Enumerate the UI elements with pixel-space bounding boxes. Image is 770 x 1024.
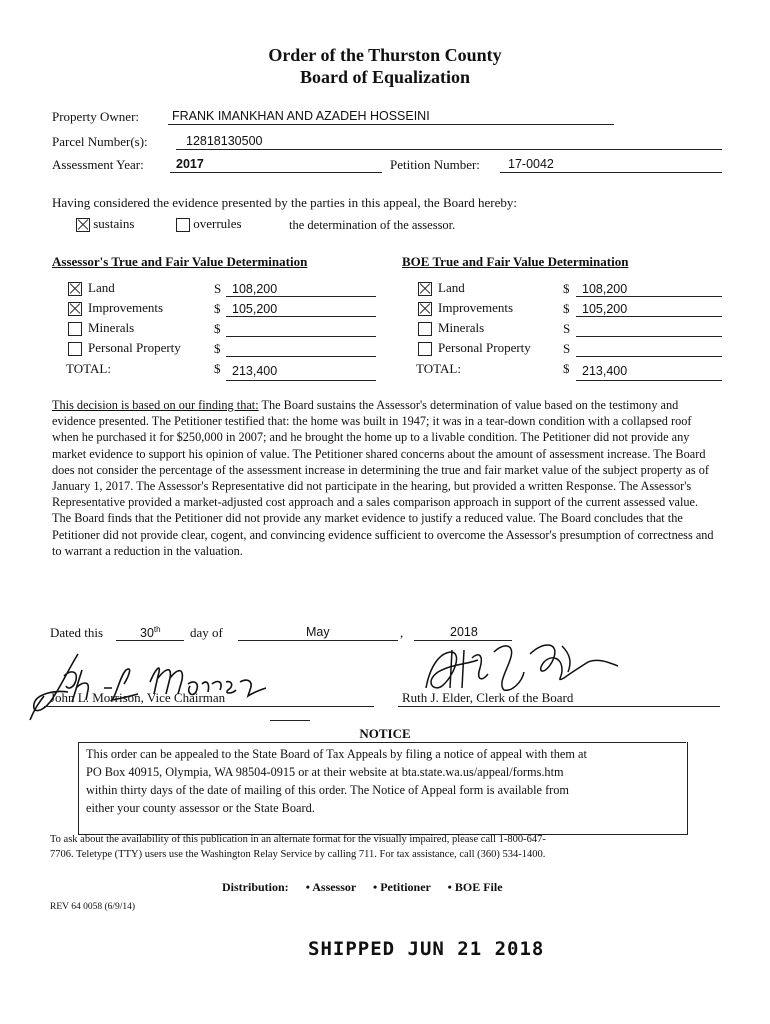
assessor-row-currency: S	[214, 281, 222, 296]
boe-row-value: 105,200	[582, 302, 628, 316]
sustains-option[interactable]	[76, 216, 134, 232]
distribution-row	[222, 880, 503, 895]
assessor-heading: Assessor's True and Fair Value Determination	[52, 254, 308, 269]
boe-row-label: Land	[438, 280, 465, 295]
assessor-total-underline	[226, 380, 376, 381]
shipped-stamp: SHIPPED JUN 21 2018	[308, 938, 545, 960]
overrules-option[interactable]	[176, 216, 242, 232]
assessor-minerals-checkbox[interactable]	[68, 322, 82, 336]
parcel-value: 12818130500	[186, 134, 263, 148]
assessor-row-label: Land	[88, 280, 115, 295]
dated-day-of: day of	[190, 625, 223, 640]
notice-line-2: PO Box 40915, Olympia, WA 98504-0915 or at their website at bta.state.wa.us/appeal/forms.htm	[86, 765, 564, 779]
distribution-label: Distribution:	[222, 880, 289, 894]
dated-month: May	[306, 625, 330, 639]
boe-row-currency: S	[563, 321, 571, 336]
boe-row-label: Minerals	[438, 320, 485, 335]
year-underline	[170, 172, 382, 173]
boe-row-currency: $	[563, 281, 570, 296]
boe-row-label: Personal Property	[438, 340, 531, 355]
dated-comma: ,	[400, 625, 404, 640]
assessor-row-underline	[226, 356, 376, 357]
owner-value: FRANK IMANKHAN AND AZADEH HOSSEINI	[172, 109, 430, 123]
notice-line-1: This order can be appealed to the State Board of Tax Appeals by filing a notice of appeal with them at	[86, 747, 587, 761]
assessor-row-underline	[226, 336, 376, 337]
assessor-personal-property-checkbox[interactable]	[68, 342, 82, 356]
year-value: 2017	[176, 157, 204, 171]
assessor-total-value: 213,400	[232, 364, 278, 378]
assessor-row-underline	[226, 296, 376, 297]
distribution-assessor: • Assessor	[305, 880, 357, 894]
assessor-row-improvements[interactable]	[68, 300, 163, 318]
boe-total-label: TOTAL:	[416, 361, 461, 376]
assessor-row-currency: $	[214, 321, 221, 336]
assessor-row-label: Personal Property	[88, 340, 181, 355]
year-label: Assessment Year:	[52, 157, 144, 172]
boe-row-minerals[interactable]	[418, 320, 484, 338]
sustains-checkbox[interactable]	[76, 218, 90, 232]
petition-label: Petition Number:	[390, 157, 480, 172]
boe-row-label: Improvements	[438, 300, 514, 315]
notice-divider	[270, 720, 310, 721]
boe-row-personal-property[interactable]	[418, 340, 531, 358]
dated-day-group	[140, 625, 161, 640]
notice-line-4: either your county assessor or the State Board.	[86, 801, 315, 815]
left-signature-line	[44, 706, 374, 707]
title-line-2: Board of Equalization	[299, 67, 471, 87]
dated-day-suffix: th	[153, 625, 161, 634]
boe-row-currency: $	[563, 301, 570, 316]
owner-underline	[168, 124, 614, 125]
left-signer-name: John L. Morrison, Vice Chairman	[50, 690, 226, 705]
parcel-underline	[176, 149, 722, 150]
assessor-row-value: 105,200	[232, 302, 278, 316]
form-number: REV 64 0058 (6/9/14)	[50, 902, 136, 912]
boe-heading: BOE True and Fair Value Determination	[402, 254, 629, 269]
boe-improvements-checkbox[interactable]	[418, 302, 432, 316]
boe-row-improvements[interactable]	[418, 300, 513, 318]
notice-line-3: within thirty days of the date of mailing of this order. The Notice of Appeal form is available from	[86, 783, 569, 797]
notice-heading: NOTICE	[359, 726, 411, 741]
right-signature-line	[398, 706, 720, 707]
boe-row-currency: S	[563, 341, 571, 356]
overrules-label: overrules	[193, 216, 242, 231]
title-line-1: Order of the Thurston County	[268, 45, 502, 65]
assessor-row-land[interactable]	[68, 280, 115, 298]
assessor-total-currency: $	[214, 361, 221, 376]
assessor-total-label: TOTAL:	[66, 361, 111, 376]
boe-row-underline	[576, 316, 722, 317]
assessor-row-label: Minerals	[88, 320, 135, 335]
accessibility-line-2: 7706. Teletype (TTY) users use the Washington Relay Service by calling 711. For tax assistance, call (360) 534-1400.	[50, 849, 546, 860]
right-signer-name: Ruth J. Elder, Clerk of the Board	[402, 690, 574, 705]
ruling-intro: Having considered the evidence presented by the parties in this appeal, the Board hereby:	[52, 195, 517, 210]
assessor-row-underline	[226, 316, 376, 317]
assessor-row-minerals[interactable]	[68, 320, 134, 338]
boe-row-underline	[576, 296, 722, 297]
petition-value: 17-0042	[508, 157, 554, 171]
overrules-checkbox[interactable]	[176, 218, 190, 232]
accessibility-line-1: To ask about the availability of this publication in an alternate format for the visually impaired, please call 1-800-647-	[50, 834, 546, 845]
distribution-petitioner: • Petitioner	[373, 880, 431, 894]
boe-row-land[interactable]	[418, 280, 465, 298]
assessor-row-label: Improvements	[88, 300, 164, 315]
dated-prefix: Dated this	[50, 625, 104, 640]
boe-total-underline	[576, 380, 722, 381]
assessor-row-value: 108,200	[232, 282, 278, 296]
dated-day: 30	[140, 626, 154, 641]
boe-minerals-checkbox[interactable]	[418, 322, 432, 336]
boe-row-value: 108,200	[582, 282, 628, 296]
boe-total-currency: $	[563, 361, 570, 376]
decision-lead: This decision is based on our finding that:	[52, 398, 259, 412]
boe-total-value: 213,400	[582, 364, 628, 378]
sustains-label: sustains	[93, 216, 135, 231]
boe-row-underline	[576, 356, 722, 357]
distribution-boe-file: • BOE File	[447, 880, 503, 894]
assessor-row-currency: $	[214, 341, 221, 356]
parcel-label: Parcel Number(s):	[52, 134, 148, 149]
ruling-tail: the determination of the assessor.	[289, 218, 456, 232]
owner-label: Property Owner:	[52, 109, 140, 124]
assessor-land-checkbox[interactable]	[68, 282, 82, 296]
petition-underline	[500, 172, 722, 173]
assessor-improvements-checkbox[interactable]	[68, 302, 82, 316]
assessor-row-currency: $	[214, 301, 221, 316]
decision-paragraph	[52, 397, 717, 559]
decision-body: The Board sustains the Assessor's determination of value based on the testimony and evidence presented. The Petitioner testified that: the home was built in 1947; it was in a tear-down condition with a collapsed roof when he purchased it for $250,000 in 2007; and he brought the home up to a livable condition. The Petitioner did not provide any market evidence to support his opinion of value. The Petitioner shared concerns about the amount of assessment increase. The Board does not consider the percentage of the assessment increase in determining the true and fair market value of the subject property as of January 1, 2017. The Assessor's Representative did not participate in the hearing, but provided a written Response. The Assessor's Representative provided a market-adjusted cost approach and a sales comparison approach in support of the current assessed value. The Board finds that the Petitioner did not provide any market evidence to justify a reduced value. The Board concludes that the Petitioner did not provide clear, cogent, and convincing evidence sufficient to overcome the Assessor's presumption of correctness and to warrant a reduction in the valuation.	[52, 398, 714, 558]
assessor-row-personal-property[interactable]	[68, 340, 181, 358]
boe-row-underline	[576, 336, 722, 337]
boe-personal-property-checkbox[interactable]	[418, 342, 432, 356]
boe-land-checkbox[interactable]	[418, 282, 432, 296]
dated-year: 2018	[450, 625, 478, 639]
